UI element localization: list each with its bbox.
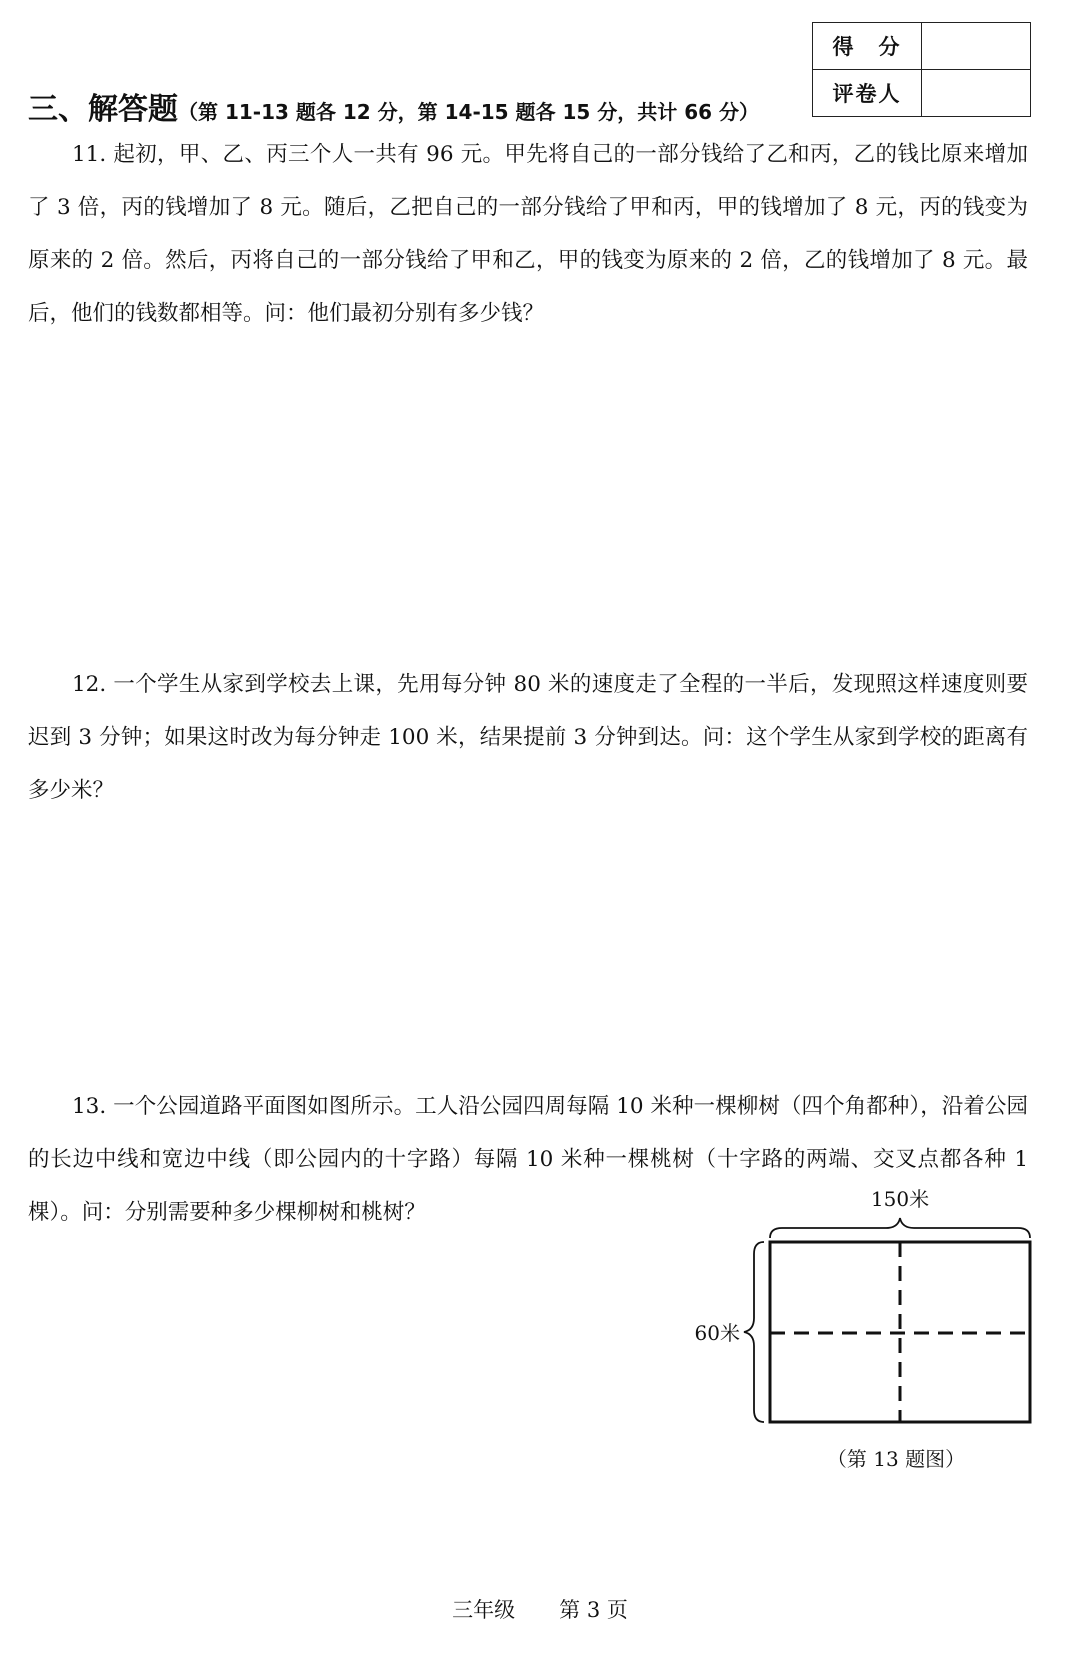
question-number: 13. bbox=[72, 1094, 107, 1119]
width-label: 150米 bbox=[870, 1187, 930, 1211]
section-heading bbox=[28, 84, 759, 128]
question-13 bbox=[28, 1080, 1028, 1239]
score-cell[interactable] bbox=[922, 23, 1031, 70]
grader-label: 评卷人 bbox=[813, 70, 922, 117]
figure-caption: （第 13 题图） bbox=[826, 1447, 966, 1471]
park-boundary bbox=[770, 1242, 1030, 1422]
question-text: 起初，甲、乙、丙三个人一共有 96 元。甲先将自己的一部分钱给了乙和丙，乙的钱比原来增加了 3 倍，丙的钱增加了 8 元。随后，乙把自己的一部分钱给了甲和丙，甲的钱增加了 8 元，丙的钱变为原来的 2 倍。然后，丙将自己的一部分钱给了甲和乙，甲的钱变为原来的 2 倍，乙的钱增加了 8 元。最后，他们的钱数都相等。问：他们最初分别有多少钱？ bbox=[28, 142, 1028, 326]
question-text: 一个学生从家到学校去上课，先用每分钟 80 米的速度走了全程的一半后，发现照这样速度则要迟到 3 分钟；如果这时改为每分钟走 100 米，结果提前 3 分钟到达。问：这个学生从家到学校的距离有多少米？ bbox=[28, 672, 1028, 803]
question-11 bbox=[28, 128, 1028, 340]
height-brace bbox=[744, 1242, 764, 1422]
score-label: 得 分 bbox=[813, 23, 922, 70]
question-text: 一个公园道路平面图如图所示。工人沿公园四周每隔 10 米种一棵柳树（四个角都种），沿着公园的长边中线和宽边中线（即公园内的十字路）每隔 10 米种一棵桃树（十字路的两端、交叉点都各种 1 棵）。问：分别需要种多少棵柳树和桃树？ bbox=[28, 1094, 1029, 1225]
section-note: （第 11-13 题各 12 分，第 14-15 题各 15 分，共计 66 分） bbox=[178, 100, 760, 124]
height-label: 60米 bbox=[694, 1321, 740, 1345]
section-title: 三、解答题 bbox=[28, 92, 178, 127]
page-number: 第 3 页 bbox=[559, 1598, 628, 1622]
page-footer bbox=[0, 1594, 1080, 1624]
grade-label: 三年级 bbox=[452, 1598, 516, 1622]
score-box bbox=[812, 22, 1031, 117]
grader-cell[interactable] bbox=[922, 70, 1031, 117]
question-number: 12. bbox=[72, 672, 107, 697]
question-12 bbox=[28, 658, 1028, 817]
question-number: 11. bbox=[72, 142, 107, 167]
